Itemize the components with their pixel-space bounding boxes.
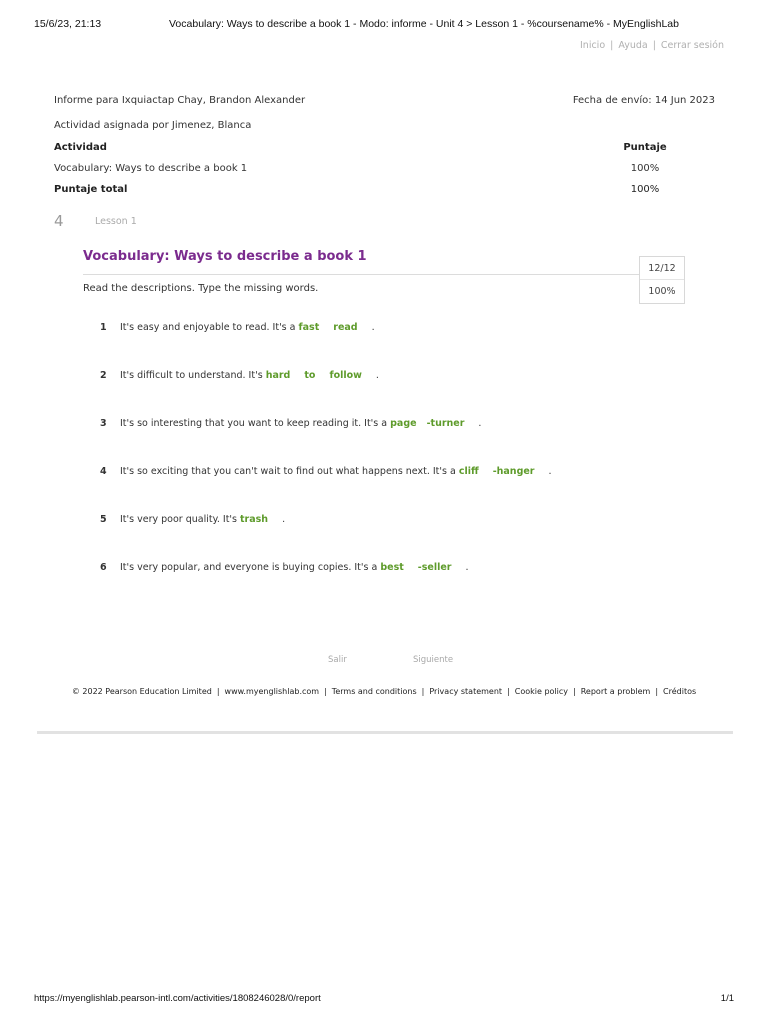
home-link[interactable]: Inicio: [580, 40, 606, 51]
answer-field[interactable]: hard: [265, 370, 291, 381]
instructions: Read the descriptions. Type the missing words.: [83, 283, 319, 294]
answer-field[interactable]: page: [390, 418, 417, 429]
score-column-header: Puntaje: [623, 142, 667, 153]
unit-number: 4: [54, 212, 64, 230]
question-3: [100, 418, 660, 466]
terms-link[interactable]: Terms and conditions: [331, 687, 417, 696]
print-document-title: Vocabulary: Ways to describe a book 1 - Modo: informe - Unit 4 > Lesson 1 - %coursename% - MyEnglishLab: [169, 18, 679, 30]
divider: [83, 274, 685, 275]
activity-score-box: [639, 256, 685, 304]
privacy-link[interactable]: Privacy statement: [429, 687, 503, 696]
score-table-header: [54, 142, 675, 163]
answer-field[interactable]: -seller: [417, 562, 452, 573]
answer-field[interactable]: follow: [329, 370, 362, 381]
answer-field[interactable]: to: [304, 370, 316, 381]
question-end: .: [282, 514, 286, 525]
help-link[interactable]: Ayuda: [618, 40, 648, 51]
score-percent: 100%: [648, 286, 676, 297]
answer-field[interactable]: fast: [298, 322, 320, 333]
activity-name-cell: Vocabulary: Ways to describe a book 1: [54, 163, 248, 174]
answer-field[interactable]: best: [380, 562, 404, 573]
credits-link[interactable]: Créditos: [663, 687, 697, 696]
question-6: [100, 562, 660, 610]
question-list: [100, 322, 660, 610]
question-2: [100, 370, 660, 418]
separator: |: [324, 687, 327, 696]
question-text: It's so interesting that you want to keep reading it. It's a: [120, 418, 388, 429]
activity-column-header: Actividad: [54, 142, 107, 153]
report-for: Informe para Ixquiactap Chay, Brandon Alexander: [54, 95, 306, 106]
question-1: [100, 322, 660, 370]
question-text: It's very popular, and everyone is buying copies. It's a: [120, 562, 378, 573]
print-url: https://myenglishlab.pearson-intl.com/activities/1808246028/0/report: [34, 993, 321, 1004]
separator: |: [610, 40, 614, 51]
question-end: .: [478, 418, 482, 429]
question-number: 3: [100, 418, 107, 429]
question-5: [100, 514, 660, 562]
exit-button[interactable]: Salir: [328, 655, 347, 665]
answer-field[interactable]: -turner: [426, 418, 465, 429]
question-4: [100, 466, 660, 514]
next-button[interactable]: Siguiente: [413, 655, 454, 665]
question-number: 2: [100, 370, 107, 381]
question-end: .: [375, 370, 379, 381]
question-number: 4: [100, 466, 107, 477]
question-end: .: [371, 322, 375, 333]
total-label: Puntaje total: [54, 184, 128, 195]
question-text: It's difficult to understand. It's: [120, 370, 263, 381]
separator: |: [507, 687, 510, 696]
site-footer: [0, 687, 768, 696]
assigned-by: Actividad asignada por Jimenez, Blanca: [54, 120, 252, 131]
print-timestamp: 15/6/23, 21:13: [34, 18, 102, 30]
question-text: It's so exciting that you can't wait to find out what happens next. It's a: [120, 466, 456, 477]
question-end: .: [465, 562, 469, 573]
answer-field[interactable]: read: [333, 322, 358, 333]
activity-title: Vocabulary: Ways to describe a book 1: [83, 249, 367, 264]
page-number: 1/1: [720, 993, 734, 1004]
question-number: 5: [100, 514, 107, 525]
copyright: © 2022 Pearson Education Limited: [71, 687, 212, 696]
answer-field[interactable]: trash: [240, 514, 269, 525]
lesson-name: Lesson 1: [95, 216, 137, 227]
total-score: 100%: [630, 184, 660, 195]
question-number: 1: [100, 322, 107, 333]
table-row: [54, 163, 675, 184]
separator: |: [573, 687, 576, 696]
cookie-link[interactable]: Cookie policy: [514, 687, 569, 696]
divider: [37, 731, 733, 734]
separator: |: [421, 687, 425, 696]
separator: |: [216, 687, 220, 696]
question-end: .: [548, 466, 552, 477]
answer-field[interactable]: -hanger: [492, 466, 535, 477]
question-number: 6: [100, 562, 107, 573]
answer-field[interactable]: cliff: [458, 466, 479, 477]
total-row: [54, 184, 675, 205]
logout-link[interactable]: Cerrar sesión: [660, 40, 724, 51]
score-table: [54, 142, 675, 205]
question-text: It's very poor quality. It's: [120, 514, 237, 525]
score-fraction: 12/12: [640, 257, 684, 280]
question-text: It's easy and enjoyable to read. It's a: [120, 322, 296, 333]
report-problem-link[interactable]: Report a problem: [580, 687, 651, 696]
print-header: [34, 18, 734, 32]
separator: |: [652, 40, 656, 51]
separator: |: [655, 687, 659, 696]
top-links: [580, 40, 724, 51]
activity-score-cell: 100%: [630, 163, 660, 174]
site-link[interactable]: www.myenglishlab.com: [224, 687, 320, 696]
sent-date: Fecha de envío: 14 Jun 2023: [572, 95, 715, 106]
